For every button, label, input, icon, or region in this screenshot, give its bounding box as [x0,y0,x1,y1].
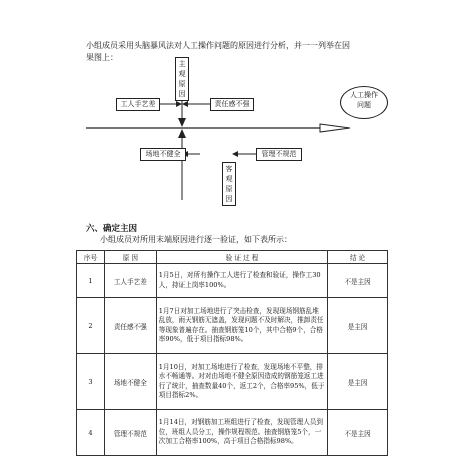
effect-cloud [340,86,388,119]
row-result: 是主因 [328,354,388,410]
table-row [77,410,388,456]
row-result: 不是主因 [328,410,388,456]
row-no: 4 [77,410,105,456]
intro-line-1: 小组成员采用头脑暴风法对人工操作问题的原因进行分析，并一一列举在因 [86,41,350,50]
cause-skill-box: 工人手艺差 [116,98,160,111]
objective-cause-label: 客 观 原 因 [222,162,236,206]
table-row [77,298,388,354]
section-title: 六、确定主因 [86,224,138,234]
row-no: 1 [77,264,105,298]
effect-line-1: 人工操作 [350,91,378,99]
cause-site-box: 场地不健全 [140,148,186,161]
cause-management-box: 管理不规范 [256,148,302,161]
bottom-bone-arrow [178,129,186,138]
subjective-cause-label: 主 观 原 因 [175,57,189,101]
effect-line-2: 问题 [357,101,371,109]
row-verify: 1月14日，对钢筋加工班组进行了检查，发现管理人员到位，班组人员分工，操作规程规范。抽查钢筋笼5个，一次加工合格率100%，高于项目合格指标98%。 [156,410,327,456]
row-cause: 场地不健全 [104,354,156,410]
cause-responsibility-box: 责任感不强 [210,98,254,111]
row-result: 不是主因 [328,264,388,298]
table-row [77,264,388,298]
row-verify: 1月7日对加工场地进行了突击检查，发现现场钢筋乱堆乱放，雨天钢筋无遮盖，发现问题不及时解决，推卸责任等现象普遍存在。抽查钢筋笼10个，其中合格9个，合格率90%，低于项目指标98%。 [156,298,327,354]
row-no: 2 [77,298,105,354]
col-header-result: 结 论 [328,251,388,264]
row-cause: 工人手艺差 [104,264,156,298]
spine-arrowhead [320,124,350,132]
row-cause: 管理不规范 [104,410,156,456]
row-result: 是主因 [328,298,388,354]
row-verify: 1月10日，对加工场地进行了检查，发现场地不平整，排水不畅通等。对对由场地不健全原因造成的钢筋笼返工进行了统计，抽查数量40个，返工2个，合格率95%，低于项目指标2%。 [156,354,327,410]
row-verify: 1月5日，对所有操作工人进行了检查和验证，操作工30人，持证上岗率100%。 [156,264,327,298]
table-row [77,354,388,410]
table-header-row [77,251,388,264]
verification-table [76,250,388,456]
col-header-verify: 验 证 过 程 [156,251,327,264]
row-no: 3 [77,354,105,410]
col-header-no: 序号 [77,251,105,264]
top-bone-arrow [178,118,186,127]
section-description: 小组成员对所用末端原因进行逐一验证，如下表所示： [100,235,292,244]
row-cause: 责任感不强 [104,298,156,354]
col-header-cause: 原 因 [104,251,156,264]
intro-line-2: 果图上： [86,53,118,62]
